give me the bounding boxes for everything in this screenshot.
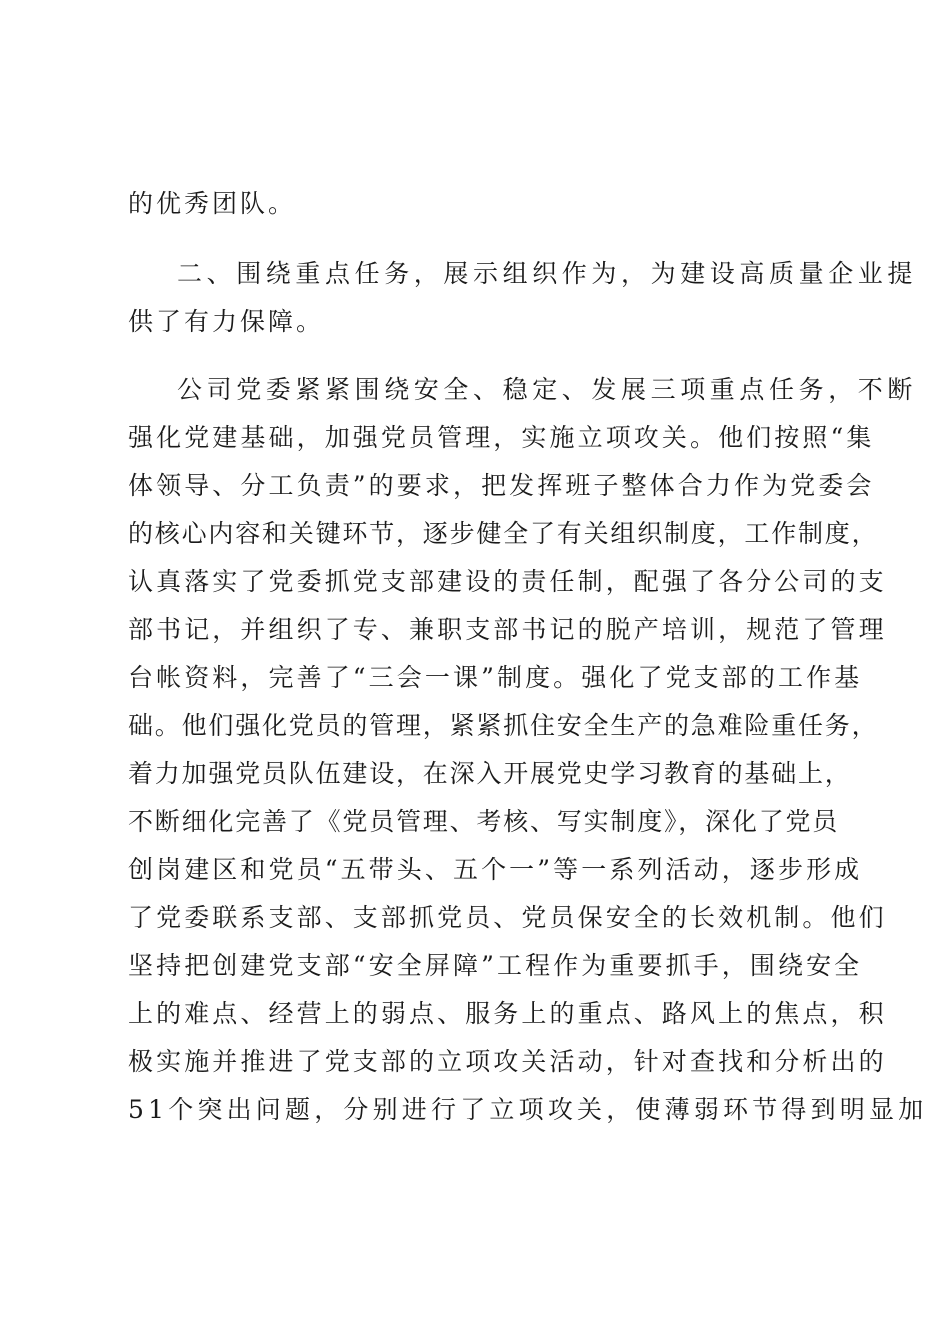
section-heading-line-2: 供了有力保障。 [128, 307, 325, 336]
paragraph-line-14: 上的难点、经营上的弱点、服务上的重点、路风上的焦点，积 [128, 999, 887, 1028]
paragraph-line-3: 体领导、分工负责”的要求，把发挥班子整体合力作为党委会 [128, 471, 875, 500]
paragraph-line-1: 公司党委紧紧围绕安全、稳定、发展三项重点任务，不断 [177, 375, 918, 404]
paragraph-line-4: 的核心内容和关键环节，逐步健全了有关组织制度，工作制度， [128, 519, 879, 548]
text-line-1: 的优秀团队。 [128, 189, 297, 218]
paragraph-line-11: 创岗建区和党员“五带头、五个一”等一系列活动，逐步形成 [128, 855, 863, 884]
paragraph-line-8: 础。他们强化党员的管理，紧紧抓住安全生产的急难险重任务， [128, 711, 879, 740]
paragraph-line-9: 着力加强党员队伍建设，在深入开展党史学习教育的基础上， [128, 759, 852, 788]
paragraph-line-15: 极实施并推进了党支部的立项攻关活动，针对查找和分析出的 [128, 1047, 887, 1076]
paragraph-line-10: 不断细化完善了《党员管理、考核、写实制度》，深化了党员 [128, 807, 840, 836]
paragraph-line-13: 坚持把创建党支部“安全屏障”工程作为重要抓手，围绕安全 [128, 951, 863, 980]
paragraph-line-16: 51个突出问题，分别进行了立项攻关，使薄弱环节得到明显加 [128, 1095, 928, 1124]
section-heading-line-1: 二、围绕重点任务，展示组织作为，为建设高质量企业提 [177, 259, 918, 288]
paragraph-line-5: 认真落实了党委抓党支部建设的责任制，配强了各分公司的支 [128, 567, 887, 596]
paragraph-line-7: 台帐资料，完善了“三会一课”制度。强化了党支部的工作基 [128, 663, 863, 692]
paragraph-line-12: 了党委联系支部、支部抓党员、党员保安全的长效机制。他们 [128, 903, 887, 932]
paragraph-line-6: 部书记，并组织了专、兼职支部书记的脱产培训，规范了管理 [128, 615, 887, 644]
paragraph-line-2: 强化党建基础，加强党员管理，实施立项攻关。他们按照“集 [128, 423, 875, 452]
